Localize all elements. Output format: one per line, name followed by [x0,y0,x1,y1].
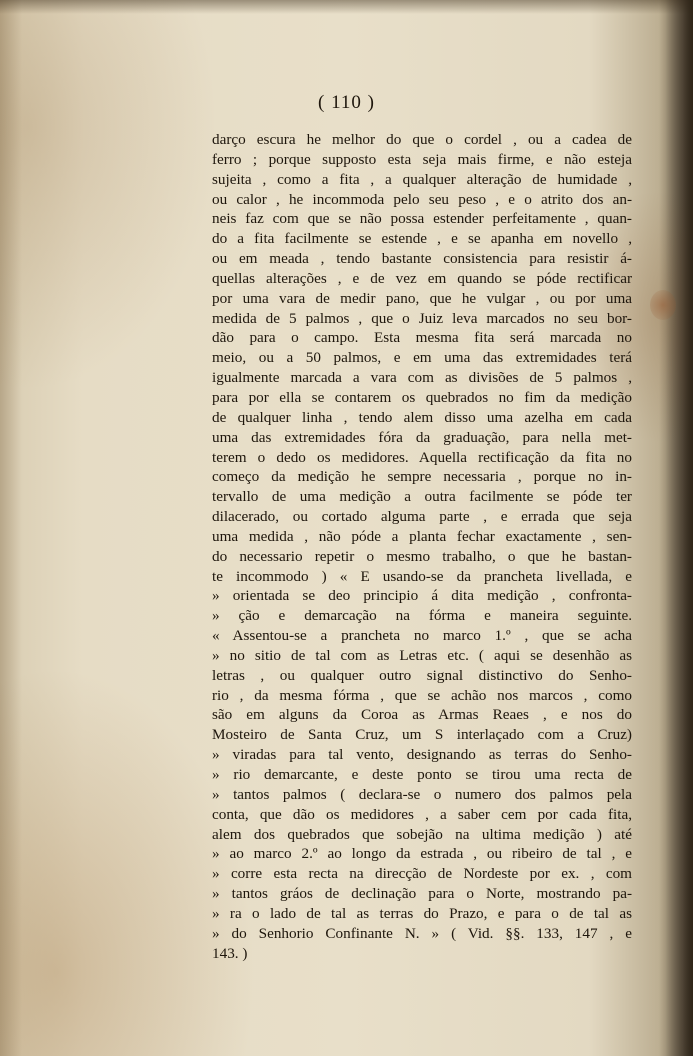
text-line: por uma vara de medir pano, que he vulgar , ou por uma [212,289,632,307]
text-line: uma das extremidades fóra da graduação, para nella met- [212,428,632,446]
text-line: » do Senhorio Confinante N. » ( Vid. §§. 133, 147 , e [212,924,632,942]
text-line: quellas alterações , e de vez em quando se póde rectificar [212,269,632,287]
text-line: » orientada se deo principio á dita medição , confronta- [212,587,632,605]
text-line: » ção e demarcação na fórma e maneira seguinte. [212,607,632,625]
text-line: » corre esta recta na direcção de Nordeste por ex. , com [212,865,632,883]
text-line: » no sitio de tal com as Letras etc. ( aqui se desenhão as [212,646,632,664]
text-line: » rio demarcante, e deste ponto se tirou uma recta de [212,766,632,783]
text-line: dão para o campo. Esta mesma fita será marcada no [212,329,632,347]
text-line: neis faz com que se não possa estender perfeitamente , quan- [212,210,632,228]
page-number: ( 110 ) [318,92,375,113]
text-line: rio , da mesma fórma , que se achão nos marcos , como [212,686,632,704]
page-left-edge-stain [0,0,22,1056]
text-line: » ra o lado de tal as terras do Prazo, e para o de tal as [212,904,632,922]
text-line: são em alguns da Coroa as Armas Reaes , e nos do [212,706,632,724]
text-line: começo da medição he sempre necessaria , porque no in- [212,468,632,486]
text-line: igualmente marcada a vara com as divisões de 5 palmos , [212,369,632,387]
text-line: te incommodo ) « E usando-se da prancheta livellada, e [212,567,632,585]
text-line: » ao marco 2.º ao longo da estrada , ou ribeiro de tal , e [212,845,632,863]
body-text [212,130,632,963]
page-stain [650,290,676,320]
text-line: conta, que dão os medidores , a saber cem por cada fita, [212,805,632,823]
text-line: 143. ) [212,944,248,962]
text-line: » tantos gráos de declinação para o Norte, mostrando pa- [212,885,632,903]
text-line: uma medida , não póde a planta fechar exactamente , sen- [212,527,632,545]
text-line: ou em meada , tendo bastante consistencia para resistir á- [212,250,632,268]
text-line: meio, ou a 50 palmos, e em uma das extremidades terá [212,349,632,367]
text-line: » tantos palmos ( declara-se o numero dos palmos pela [212,785,632,803]
text-line: medida de 5 palmos , que o Juiz leva marcados no seu bor- [212,309,632,327]
text-line: sujeita , como a fita , a qualquer alteração de humidade , [212,170,632,188]
text-line: de qualquer linha , tendo alem disso uma azelha em cada [212,408,632,426]
page-top-shadow [0,0,693,14]
text-line: ferro ; porque supposto esta seja mais firme, e não esteja [212,150,632,168]
text-line: do a fita facilmente se estende , e se apanha em novello , [212,230,632,248]
text-line: darço escura he melhor do que o cordel , ou a cadea de [212,131,632,148]
text-line: tervallo de uma medição a outra facilmente se póde ter [212,488,632,506]
text-line: Mosteiro de Santa Cruz, um S interlaçado com a Cruz) [212,726,632,744]
text-line: ou calor , he incommoda pelo seu peso , e o atrito dos an- [212,190,632,208]
text-line: dilacerado, ou cortado alguma parte , e errada que seja [212,508,632,526]
text-line: do necessario repetir o mesmo trabalho, o que he bastan- [212,547,632,565]
text-line: para por ella se contarem os quebrados no fim da medição [212,388,632,406]
text-line: « Assentou-se a prancheta no marco 1.º , que se acha [212,627,632,645]
text-line: alem dos quebrados que sobejão na ultima medição ) até [212,825,632,843]
text-line: letras , ou qualquer outro signal distinctivo do Senho- [212,666,632,684]
text-line: terem o dedo os medidores. Aquella rectificação da fita no [212,448,632,466]
page-binding-shadow [659,0,693,1056]
text-line: » viradas para tal vento, designando as terras do Senho- [212,746,632,764]
